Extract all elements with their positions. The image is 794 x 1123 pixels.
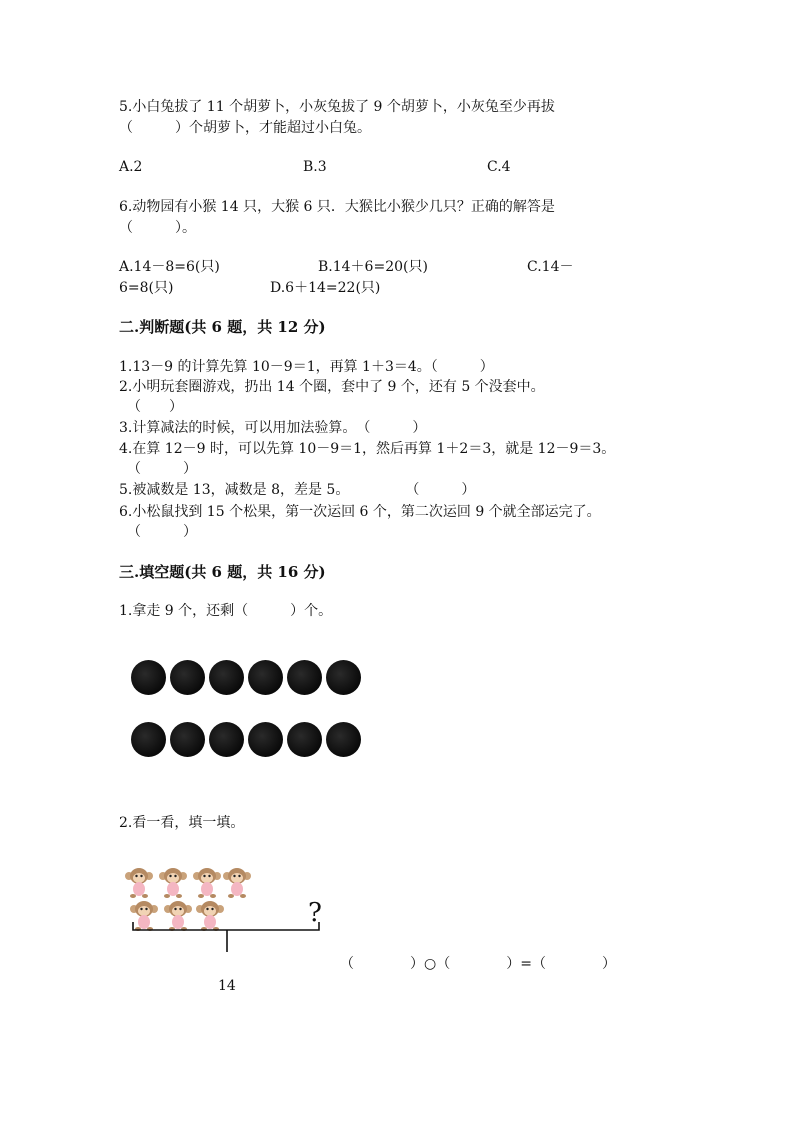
q6-option-c-continued: 6=8(只) [119,280,174,296]
judge-item-2: 2.小明玩套圈游戏，扔出 14 个圈，套中了 9 个，还有 5 个没套中。 [119,379,545,395]
black-dot [209,660,244,695]
judge-item-4: 4.在算 12－9 时，可以先算 10－9＝1，然后再算 1＋2＝3，就是 12－9＝3。 [119,441,616,457]
bracket-icon [131,920,326,956]
q6-line2: （ ）。 [119,220,196,236]
q5-line1: 5.小白兔拔了 11 个胡萝卜，小灰兔拔了 9 个胡萝卜，小灰兔至少再拔 [119,99,555,115]
judge-item-3: 3.计算减法的时候，可以用加法验算。 （ ） [119,420,427,436]
equation-blanks: （ ）○（ ）=（ ） [340,956,616,972]
judge-item-5: 5.被减数是 13，减数是 8，差是 5。 （ ） [119,482,476,498]
black-dot [326,660,361,695]
black-dot [248,722,283,757]
q6-option-d: D.6＋14=22(只) [270,280,381,296]
judge-item-2-blank: （ ） [127,399,183,415]
judge-item-6: 6.小松鼠找到 15 个松果，第一次运回 6 个，第二次运回 9 个就全部运完了。 [119,504,601,520]
q5-option-b: B.3 [303,159,327,175]
black-dot [287,722,322,757]
section2-title: 二.判断题(共 6 题，共 12 分) [119,318,326,336]
q6-option-c: C.14－ [527,259,574,275]
q6-option-a: A.14－8=6(只) [119,259,220,275]
black-dot [170,722,205,757]
black-dot [326,722,361,757]
black-dot [131,722,166,757]
question-mark: ? [308,898,322,928]
total-label: 14 [218,978,236,994]
q5-option-a: A.2 [119,159,143,175]
section3-title: 三.填空题(共 6 题，共 16 分) [119,563,326,581]
black-dot [287,660,322,695]
dot-row-1 [131,660,361,695]
dot-row-2 [131,722,361,757]
q6-line1: 6.动物园有小猴 14 只，大猴 6 只．大猴比小猴少几只？正确的解答是 [119,199,555,215]
black-dot [170,660,205,695]
fill-q2: 2.看一看，填一填。 [119,815,245,831]
black-dot [209,722,244,757]
q5-line2: （ ）个胡萝卜，才能超过小白兔。 [119,120,371,136]
judge-item-6-blank: （ ） [127,524,197,540]
black-dot [248,660,283,695]
judge-item-4-blank: （ ） [127,461,197,477]
black-dot [131,660,166,695]
fill-q1: 1.拿走 9 个，还剩（ ）个。 [119,603,333,619]
q6-option-b: B.14＋6=20(只) [318,259,428,275]
q5-option-c: C.4 [487,159,511,175]
judge-item-1: 1.13－9 的计算先算 10－9＝1，再算 1＋3＝4。（ ） [119,359,494,375]
